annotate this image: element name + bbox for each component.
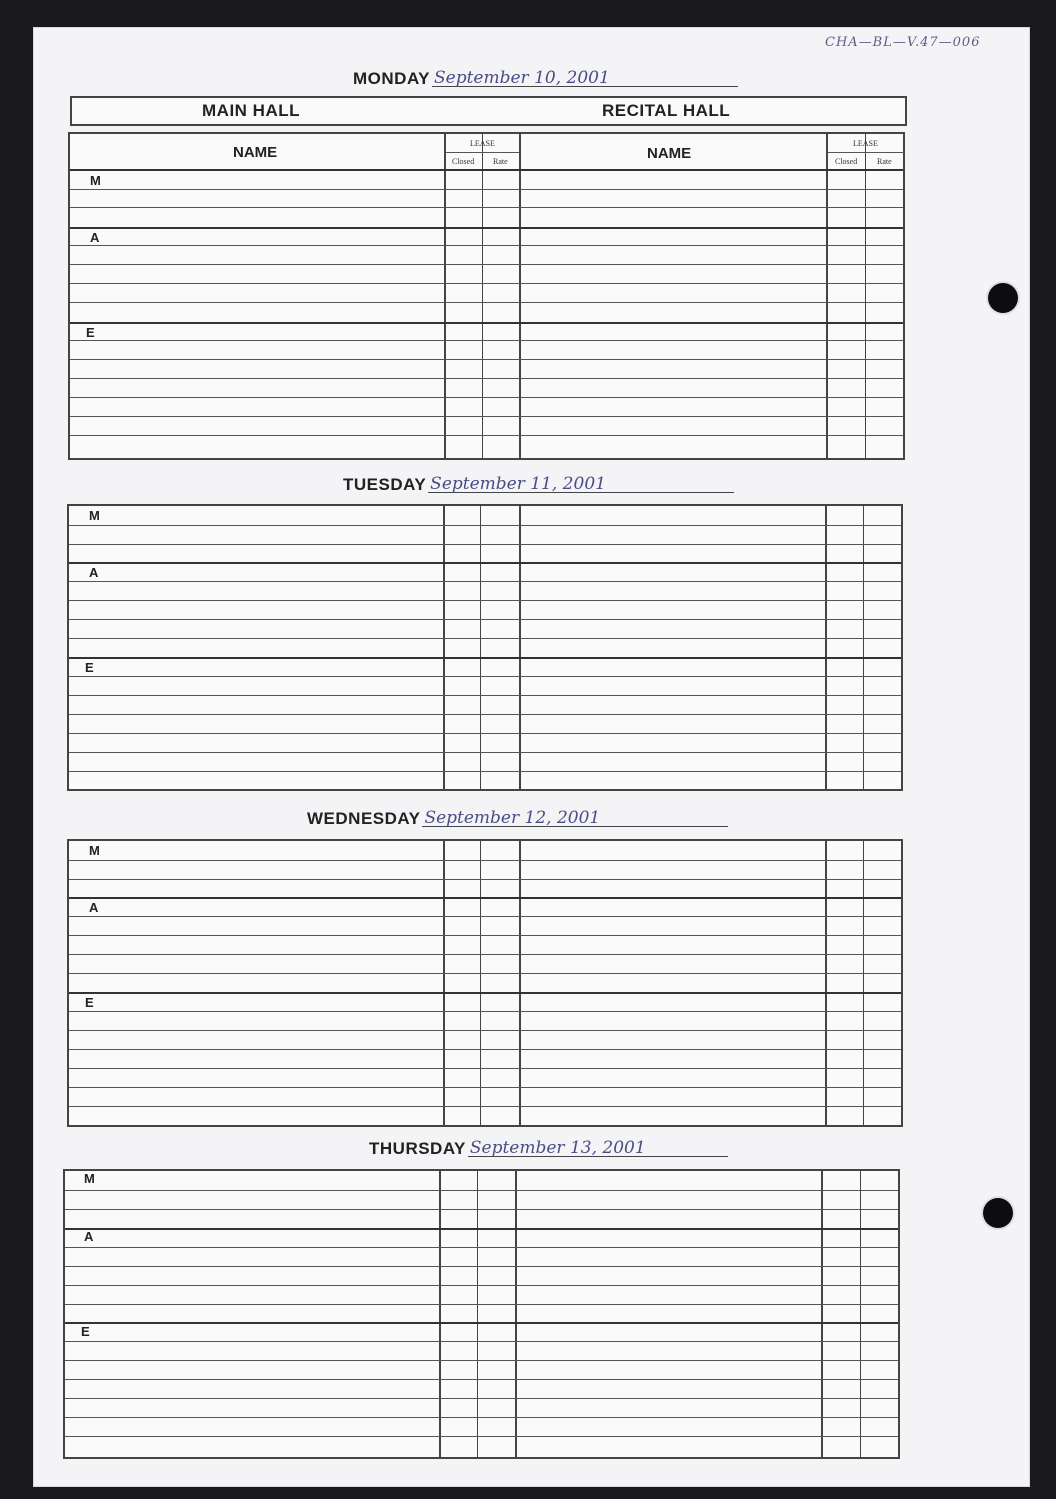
hall-header <box>70 96 907 126</box>
date-line <box>422 804 728 827</box>
schedule-sheet <box>33 27 1030 1487</box>
segment-evening: E <box>81 1324 90 1339</box>
segment-morning: M <box>89 843 100 858</box>
day-title-wednesday <box>307 801 728 827</box>
day-label: THURSDAY <box>369 1139 466 1158</box>
schedule-table-wednesday <box>67 839 903 1127</box>
archive-reference: CHA—BL—V.47—006 <box>825 35 981 50</box>
recital-hall-title: RECITAL HALL <box>602 101 731 120</box>
segment-afternoon: A <box>89 565 99 580</box>
schedule-table-monday <box>68 132 905 460</box>
day-title-thursday <box>369 1131 728 1157</box>
punch-hole-bottom <box>983 1198 1013 1228</box>
segment-morning: M <box>90 173 101 188</box>
schedule-table-tuesday <box>67 504 903 791</box>
segment-morning: M <box>84 1171 95 1186</box>
date-line <box>428 470 734 493</box>
handwritten-date: September 10, 2001 <box>434 68 610 88</box>
day-label: MONDAY <box>353 69 430 88</box>
lease-header: LEASE <box>853 139 878 148</box>
name-column-header: NAME <box>233 144 278 161</box>
segment-afternoon: A <box>84 1229 94 1244</box>
main-hall-title: MAIN HALL <box>202 101 300 120</box>
day-label: TUESDAY <box>343 475 427 494</box>
date-line <box>432 64 738 87</box>
segment-morning: M <box>89 508 100 523</box>
date-line <box>468 1134 728 1157</box>
schedule-table-thursday <box>63 1169 900 1459</box>
segment-evening: E <box>86 325 95 340</box>
rate-header: Rate <box>877 157 892 166</box>
lease-header: LEASE <box>470 139 495 148</box>
day-label: WEDNESDAY <box>307 809 421 828</box>
segment-afternoon: A <box>89 900 99 915</box>
handwritten-date: September 11, 2001 <box>430 474 606 494</box>
name-column-header: NAME <box>647 145 692 162</box>
rate-header: Rate <box>493 157 508 166</box>
punch-hole-top <box>988 283 1018 313</box>
handwritten-date: September 12, 2001 <box>424 808 601 828</box>
day-title-monday <box>353 61 738 87</box>
segment-afternoon: A <box>90 230 100 245</box>
closed-header: Closed <box>835 157 858 166</box>
handwritten-date: September 13, 2001 <box>469 1138 646 1158</box>
segment-evening: E <box>85 995 94 1010</box>
day-title-tuesday <box>343 467 734 493</box>
closed-header: Closed <box>452 157 475 166</box>
segment-evening: E <box>85 660 94 675</box>
